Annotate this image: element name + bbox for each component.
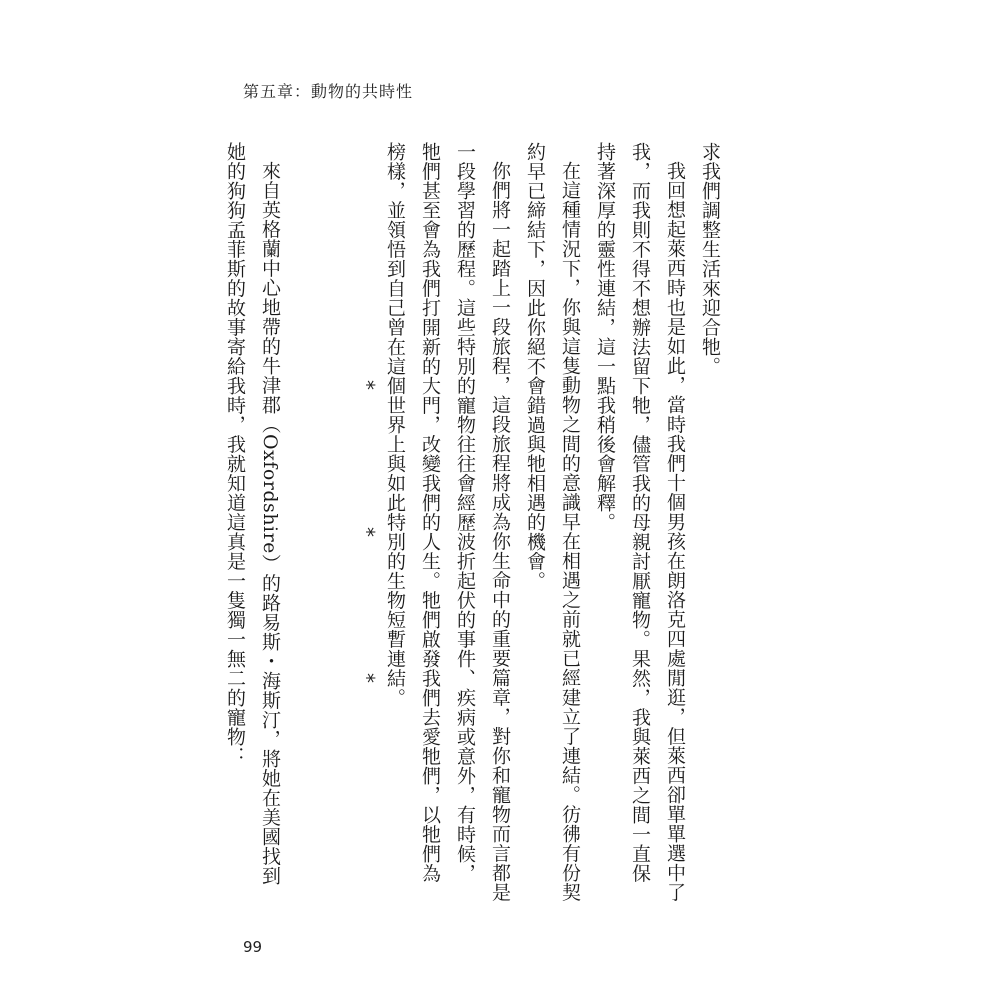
body-text-vertical bbox=[217, 142, 727, 902]
separator-asterisk: * bbox=[355, 380, 379, 391]
paragraph-journey-together: 你們將一起踏上一段旅程，這段旅程將成為你生命中的重要篇章，對你和寵物而言都是一段學習的歷程。這些特別的寵物往往會經歷波折起伏的事件、疾病或意外，有時候，牠們甚至會為我們打開新的大門，改變我們的人生。牠們啟發我們去愛牠們，以牠們為榜樣，並領悟到自己曾在這個世界上與如此特別的生物短暫連結。 bbox=[384, 142, 511, 902]
section-separator bbox=[287, 142, 377, 902]
separator-asterisk: * bbox=[355, 673, 379, 684]
chapter-header: 第五章：動物的共時性 bbox=[243, 82, 414, 101]
paragraph-continuation: 求我們調整生活來迎合牠。 bbox=[699, 142, 721, 376]
paragraph-predestined-bond: 在這種情況下，你與這隻動物之間的意識早在相遇之前就已經建立了連結。彷彿有份契約早已締結下，因此你絕不會錯過與牠相遇的機會。 bbox=[524, 142, 581, 902]
page-number: 99 bbox=[243, 938, 263, 956]
separator-asterisk: * bbox=[355, 526, 379, 538]
paragraph-lassie-memory: 我回想起萊西時也是如此，當時我們十個男孩在朗洛克四處閒逛，但萊西卻單單選中了我，而我則不得不想辦法留下牠，儘管我的母親討厭寵物。果然，我與萊西之間一直保持著深厚的靈性連結，這一點我稍後會解釋。 bbox=[594, 142, 686, 902]
paragraph-memphis-story: 來自英格蘭中心地帶的牛津郡（Oxfordshire）的路易斯・海斯汀，將她在美國找到她的狗狗孟菲斯的故事寄給我時，我就知道這真是一隻獨一無二的寵物： bbox=[224, 142, 281, 886]
